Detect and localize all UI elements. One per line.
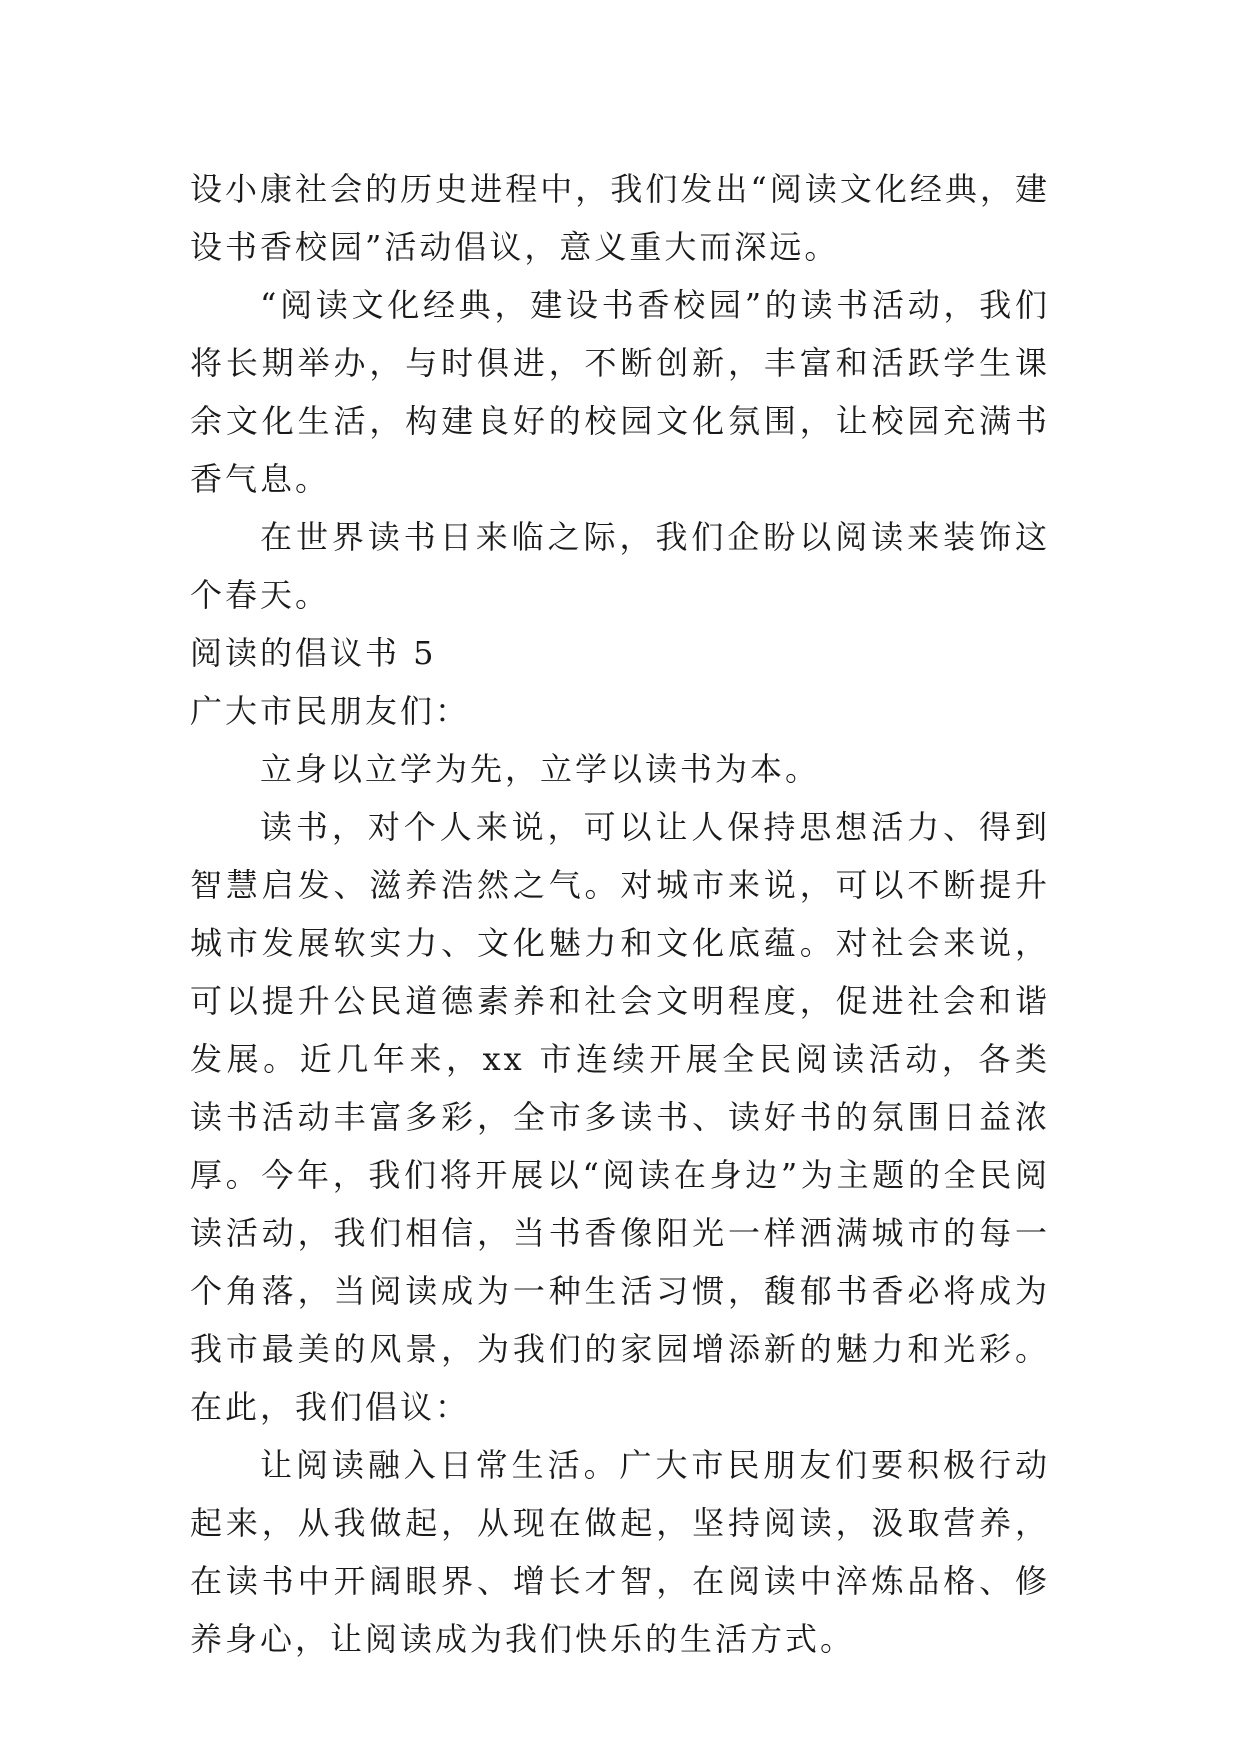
paragraph-reading-campaign: “阅读文化经典，建设书香校园”的读书活动，我们将长期举办，与时俱进，不断创新，丰富和活跃学生课余文化生活，构建良好的校园文化氛围，让校园充满书香气息。 <box>190 286 1050 498</box>
paragraph-world-book-day: 在世界读书日来临之际，我们企盼以阅读来装饰这个春天。 <box>190 518 1050 614</box>
salutation: 广大市民朋友们： <box>190 692 471 730</box>
section-heading: 阅读的倡议书 5 <box>190 634 437 672</box>
paragraph-proposal-daily-life: 让阅读融入日常生活。广大市民朋友们要积极行动起来，从我做起，从现在做起，坚持阅读，汲取营养，在读书中开阔眼界、增长才智，在阅读中淬炼品格、修养身心，让阅读成为我们快乐的生活方式。 <box>190 1446 1050 1658</box>
paragraph-continuation: 设小康社会的历史进程中，我们发出“阅读文化经典，建设书香校园”活动倡议，意义重大而深远。 <box>190 170 1050 266</box>
document-page <box>190 160 1050 1668</box>
paragraph-reading-benefits: 读书，对个人来说，可以让人保持思想活力、得到智慧启发、滋养浩然之气。对城市来说，可以不断提升城市发展软实力、文化魅力和文化底蕴。对社会来说，可以提升公民道德素养和社会文明程度，促进社会和谐发展。近几年来，xx 市连续开展全民阅读活动，各类读书活动丰富多彩，全市多读书、读好书的氛围日益浓厚。今年，我们将开展以“阅读在身边”为主题的全民阅读活动，我们相信，当书香像阳光一样洒满城市的每一个角落，当阅读成为一种生活习惯，馥郁书香必将成为我市最美的风景，为我们的家园增添新的魅力和光彩。在此，我们倡议： <box>190 808 1050 1426</box>
paragraph-motto: 立身以立学为先，立学以读书为本。 <box>260 750 821 788</box>
